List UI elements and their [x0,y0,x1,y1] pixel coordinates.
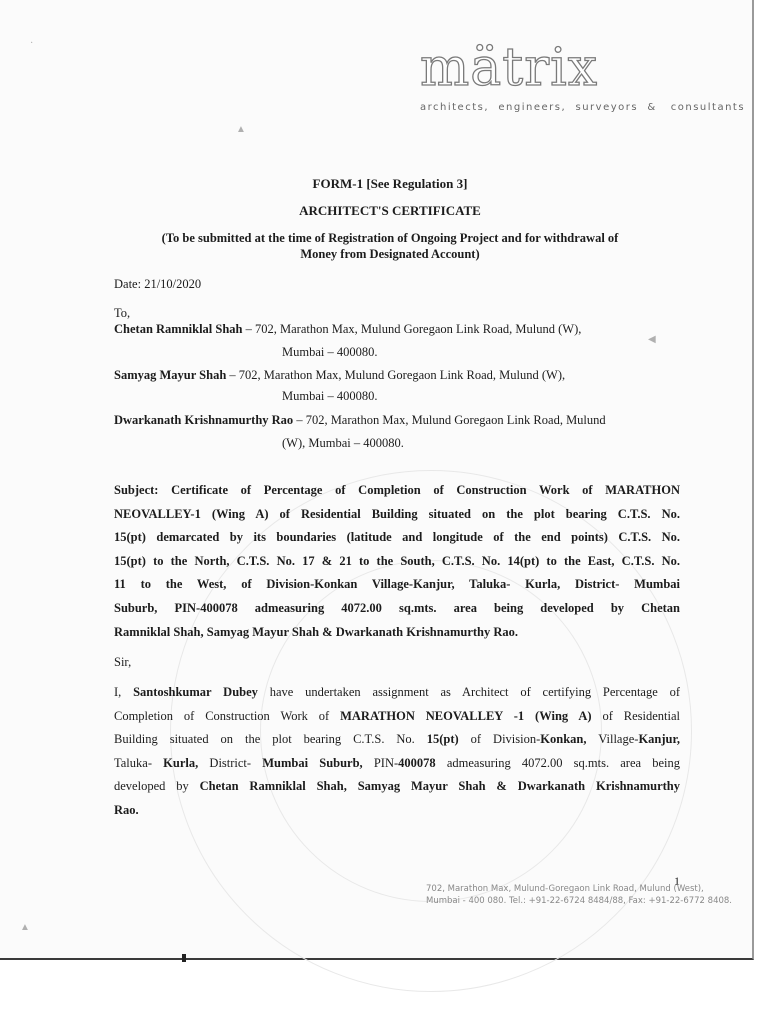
cts-number: 15(pt) [426,732,459,747]
triangle-mark-icon: ◀ [648,334,656,345]
triangle-mark-icon: ▲ [20,922,30,933]
date-line: Date: 21/10/2020 [114,277,202,291]
company-logo: mätrix [420,38,599,98]
addressee-name: Chetan Ramniklal Shah [114,322,243,336]
developer-names: Rao. [114,802,139,817]
subject-paragraph [114,479,680,644]
body-text: of Division- [458,732,541,747]
district-name: Mumbai Suburb, [262,755,363,770]
addressee-3-city: (W), Mumbai – 400080. [282,436,404,450]
body-line [114,752,680,776]
dot-mark: · [30,38,34,49]
body-line [114,728,680,752]
salutation: Sir, [114,655,132,669]
letterhead-footer [426,883,732,907]
taluka-name: Kurla, [163,755,199,770]
triangle-mark-icon: ▲ [236,124,246,135]
body-paragraph [114,681,680,823]
division-name: Konkan, [540,732,587,747]
addressee-name: Dwarkanath Krishnamurthy Rao [114,413,294,427]
subject-line: 15(pt) demarcated by its boundaries (latitude and longitude of the end points) C.T.S. No. [114,530,680,545]
addressee-2 [114,368,565,383]
form-title: FORM-1 [See Regulation 3] [312,176,468,191]
project-name: MARATHON NEOVALLEY -1 (Wing A) [340,708,592,723]
addressee-1 [114,322,581,337]
addressee-2-city: Mumbai – 400080. [282,389,378,403]
page-number: 1 [674,874,680,888]
addressee-1-city: Mumbai – 400080. [282,345,378,359]
village-name: Kanjur, [638,732,680,747]
body-text: have undertaken assignment as Architect of certifying Percentage of [257,685,680,699]
subject-line: NEOVALLEY-1 (Wing A) of Residential Building situated on the plot bearing C.T.S. No. [114,506,680,521]
footer-address: 702, Marathon Max, Mulund-Goregaon Link Road, Mulund (West), [426,884,704,894]
body-text: developed by [114,779,200,794]
body-text: admeasuring 4072.00 sq.mts. area being [435,755,680,770]
body-text: Completion of Construction Work of [114,708,341,723]
body-text: Village- [586,732,639,747]
purpose-line-2: Money from Designated Account) [300,247,480,261]
addressee-address: – 702, Marathon Max, Mulund Goregaon Link Road, Mulund (W), [242,322,582,336]
body-line [114,681,680,705]
certificate-title: ARCHITECT'S CERTIFICATE [299,203,481,218]
body-text: District- [198,755,263,770]
body-line [114,799,680,823]
body-text: of Residential [591,708,680,723]
subject-line: Suburb, PIN-400078 admeasuring 4072.00 sq.mts. area being developed by Chetan [114,600,680,615]
subject-line: 15(pt) to the North, C.T.S. No. 17 & 21 to the South, C.T.S. No. 14(pt) to the East, C.T.S. No. [114,553,680,568]
addressee-address: – 702, Marathon Max, Mulund Goregaon Link Road, Mulund (W), [226,368,566,382]
body-text: I, [114,685,134,699]
purpose-line-1: (To be submitted at the time of Registration of Ongoing Project and for withdrawal of [161,231,619,245]
body-text: Building situated on the plot bearing C.T.S. No. [114,732,427,747]
body-text: PIN- [362,755,399,770]
body-text: Taluka- [114,755,164,770]
to-line: To, [114,306,131,320]
addressee-name: Samyag Mayur Shah [114,368,227,382]
subject-line: Subject: Certificate of Percentage of Completion of Construction Work of MARATHON [114,483,680,497]
architect-name: Santoshkumar Dubey [133,685,258,699]
developer-names: Chetan Ramniklal Shah, Samyag Mayur Shah & Dwarkanath Krishnamurthy [199,779,680,794]
body-line [114,775,680,799]
addressee-3 [114,413,606,428]
footer-contact: Mumbai - 400 080. Tel.: +91-22-6724 8484/88, Fax: +91-22-6772 8408. [426,896,733,906]
company-tagline: architects, engineers, surveyors & consultants [420,102,746,113]
body-line [114,705,680,729]
addressee-address: – 702, Marathon Max, Mulund Goregaon Link Road, Mulund [293,413,606,427]
subject-line: 11 to the West, of Division-Konkan Village-Kanjur, Taluka- Kurla, District- Mumbai [114,577,680,592]
pin-code: 400078 [398,755,436,770]
scan-mark [182,954,186,962]
subject-line: Ramniklal Shah, Samyag Mayur Shah & Dwarkanath Krishnamurthy Rao. [114,624,519,639]
